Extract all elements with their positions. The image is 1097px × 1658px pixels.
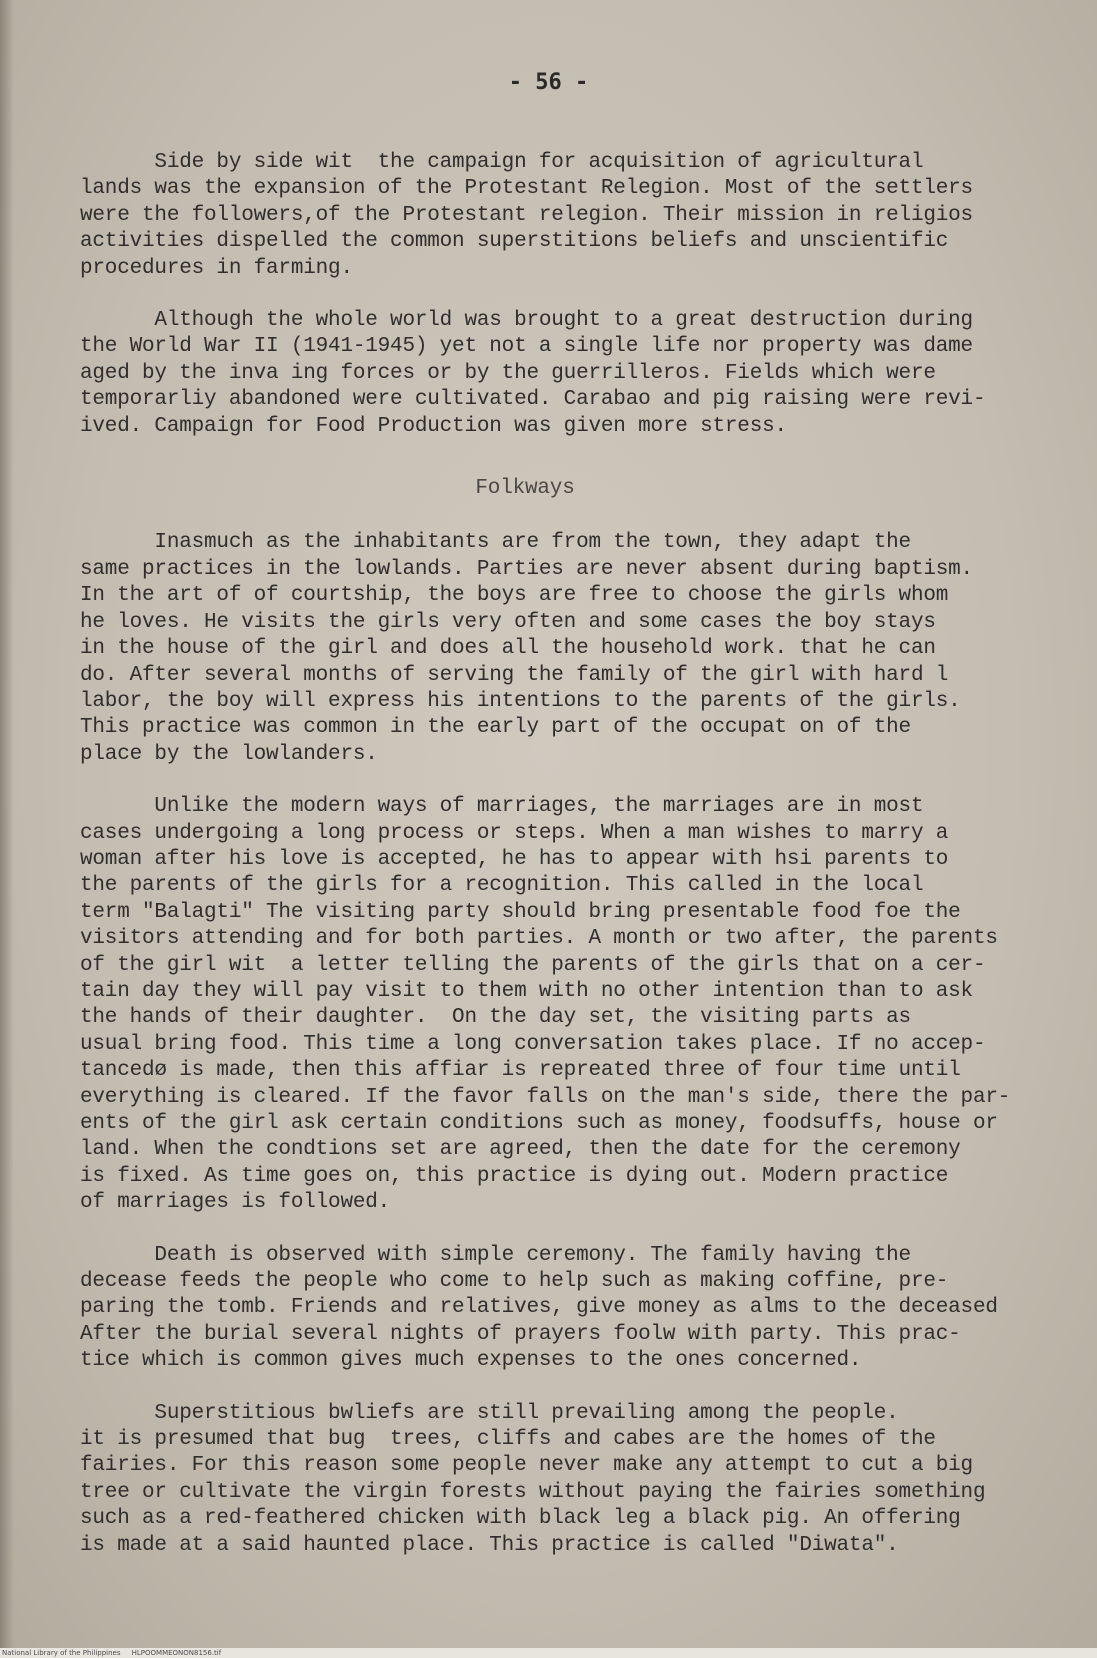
text-line: usual bring food. This time a long conversation takes place. If no accep- [80,1032,986,1056]
paragraphs-after-heading [80,530,1060,1559]
paragraph [80,150,1060,282]
text-line: activities dispelled the common superstitions beliefs and unscientific [80,230,949,254]
text-line: tain day they will pay visit to them with no other intention than to ask [80,979,973,1003]
text-line: were the followers,of the Protestant relegion. Their mission in religios [80,203,973,227]
text-line: Superstitious bwliefs are still prevailing among the people. [80,1401,899,1425]
paragraph [80,1243,1060,1375]
text-line: procedures in farming. [80,256,353,280]
text-line: he loves. He visits the girls very often and some cases the boy stays [80,610,936,634]
text-line: ents of the girl ask certain conditions such as money, foodsuffs, house or [80,1112,998,1135]
paragraph [80,530,1060,768]
paragraph [80,308,1060,440]
text-line: In the art of of courtship, the boys are free to choose the girls whom [80,584,949,608]
page-edge-shadow [0,0,14,1648]
text-line: of the girl wit a letter telling the parents of the girls that on a cer- [80,953,986,977]
text-line: labor, the boy will express his intentions to the parents of the girls. [80,689,961,713]
text-line: paring the tomb. Friends and relatives, give money as alms to the deceased [80,1296,998,1320]
paragraphs-before-heading [80,150,1060,440]
text-line: such as a red-feathered chicken with black leg a black pig. An offering [80,1507,961,1531]
text-line: in the house of the girl and does all the household work. that he can [80,637,936,661]
text-line: fairies. For this reason some people never make any attempt to cut a big [80,1454,973,1478]
text-line: Death is observed with simple ceremony. The family having the [80,1243,911,1267]
text-line: lands was the expansion of the Protestant Relegion. Most of the settlers [80,177,973,201]
text-line: the hands of their daughter. On the day set, the visiting parts as [80,1006,911,1030]
text-line: it is presumed that bug trees, cliffs and cabes are the homes of the [80,1428,936,1452]
text-line: ived. Campaign for Food Production was given more stress. [80,414,787,438]
text-line: tancedø is made, then this affiar is repreated three of four time until [80,1059,961,1083]
text-line: cases undergoing a long process or steps. When a man wishes to marry a [80,821,949,845]
document-body [80,150,1060,1585]
text-line: is fixed. As time goes on, this practice is dying out. Modern practice [80,1164,949,1188]
text-line: visitors attending and for both parties. A month or two after, the parents [80,927,998,951]
text-line: of marriages is followed. [80,1191,391,1215]
text-line: do. After several months of serving the family of the girl with hard l [80,663,949,687]
text-line: tree or cultivate the virgin forests without paying the fairies something [80,1480,986,1504]
text-line: After the burial several nights of prayers foolw with party. This prac- [80,1322,961,1346]
text-line: Side by side wit the campaign for acquisition of agricultural [80,151,924,174]
text-line: Inasmuch as the inhabitants are from the town, they adapt the [80,531,911,555]
text-line: term "Balagti" The visiting party should bring presentable food foe the [80,900,961,924]
text-line: is made at a said haunted place. This practice is called "Diwata". [80,1533,899,1557]
text-line: Unlike the modern ways of marriages, the marriages are in most [80,795,924,819]
text-line: temporarliy abandoned were cultivated. Carabao and pig raising were revi- [80,388,986,412]
page-number: - 56 - [508,70,589,95]
paragraph [80,1401,1060,1559]
text-line: same practices in the lowlands. Parties are never absent during baptism. [80,557,973,581]
text-line: the parents of the girls for a recognition. This called in the local [80,874,924,898]
scan-footer-caption: National Library of the Philippines HLPOOMMEONON8156.tif [0,1648,1097,1658]
text-line: place by the lowlanders. [80,742,378,766]
text-line: aged by the inva ing forces or by the guerrilleros. Fields which were [80,361,936,385]
text-line: This practice was common in the early part of the occupat on of the [80,716,911,740]
text-line: tice which is common gives much expenses to the ones concerned. [80,1349,862,1373]
text-line: woman after his love is accepted, he has to appear with hsi parents to [80,847,949,871]
text-line: decease feeds the people who come to help such as making coffine, pre- [80,1270,949,1294]
text-line: Although the whole world was brought to a great destruction during [80,309,973,333]
paragraph [80,794,1060,1217]
text-line: the World War II (1941-1945) yet not a single life nor property was dame [80,335,973,359]
section-heading: Folkways [475,477,575,501]
text-line: land. When the condtions set are agreed, then the date for the ceremony [80,1138,961,1162]
text-line: everything is cleared. If the favor falls on the man's side, there the par- [80,1085,1011,1109]
